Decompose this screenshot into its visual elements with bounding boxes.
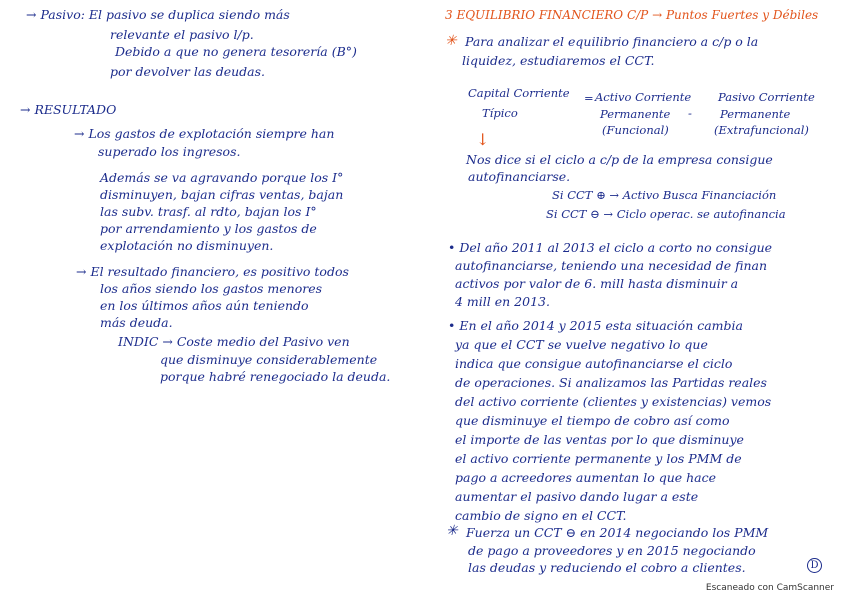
formula-pasivo-extrafuncional: (Extrafuncional)	[714, 123, 809, 137]
nos-dice-line-1: Nos dice si el ciclo a c/p de la empresa consigue	[466, 152, 773, 167]
p3-line-3: las deudas y reduciendo el cobro a clientes.	[468, 560, 746, 575]
formula-tipico: Típico	[482, 106, 518, 120]
formula-activo-corriente: Activo Corriente	[595, 90, 692, 104]
scanner-watermark: Escaneado con CamScanner	[705, 583, 834, 593]
p2-line-7: el importe de las ventas por lo que disminuye	[455, 432, 744, 447]
p1-line-4: 4 mill en 2013.	[455, 294, 550, 309]
formula-pasivo-corriente: Pasivo Corriente	[718, 90, 815, 104]
nos-dice-line-2: autofinanciarse.	[468, 169, 571, 184]
formula-equals: =	[584, 91, 594, 105]
si-cct-positive: Si CCT ⊕ → Activo Busca Financiación	[552, 188, 777, 202]
formula-pasivo-permanente: Permanente	[720, 107, 791, 121]
bullet1-line-3: Además se va agravando porque los I°	[100, 170, 344, 185]
formula-activo-funcional: (Funcional)	[602, 123, 669, 137]
bullet2-line-3: en los últimos años aún teniendo	[100, 298, 309, 313]
bullet2-line-1: → El resultado financiero, es positivo todos	[76, 264, 349, 279]
bullet1-line-2: superado los ingresos.	[98, 144, 241, 159]
p2-line-2: ya que el CCT se vuelve negativo lo que	[455, 337, 708, 352]
indic-line-1: INDIC → Coste medio del Pasivo ven	[118, 334, 350, 349]
bullet1-line-6: por arrendamiento y los gastos de	[100, 221, 317, 236]
formula-capital-corriente: Capital Corriente	[468, 86, 570, 100]
pasivo-line-3: Debido a que no genera tesorería (B°)	[115, 44, 357, 59]
section-title: 3 EQUILIBRIO FINANCIERO C/P → Puntos Fuertes y Débiles	[445, 8, 819, 22]
si-cct-negative: Si CCT ⊖ → Ciclo operac. se autofinancia	[546, 207, 786, 221]
formula-activo-permanente: Permanente	[600, 107, 671, 121]
pasivo-line-4: por devolver las deudas.	[110, 64, 265, 79]
intro-line-2: liquidez, estudiaremos el CCT.	[462, 53, 655, 68]
p1-line-3: activos por valor de 6. mill hasta disminuir a	[455, 276, 739, 291]
bullet2-line-4: más deuda.	[100, 315, 173, 330]
p2-line-8: el activo corriente permanente y los PMM de	[455, 451, 742, 466]
bullet1-line-7: explotación no disminuyen.	[100, 238, 274, 253]
p1-line-2: autofinanciarse, teniendo una necesidad de finan	[455, 258, 768, 273]
indic-line-2: que disminuye considerablemente	[160, 352, 378, 367]
formula-minus: -	[688, 106, 692, 120]
intro-line-1: Para analizar el equilibrio financiero a c/p o la	[465, 34, 759, 49]
pasivo-line-2: relevante el pasivo l/p.	[110, 27, 254, 42]
resultado-heading: → RESULTADO	[20, 102, 117, 117]
pasivo-line-1: → Pasivo: El pasivo se duplica siendo más	[26, 7, 290, 22]
bullet1-line-4: disminuyen, bajan cifras ventas, bajan	[100, 187, 344, 202]
arrow-down-icon: ↓	[476, 130, 490, 149]
p2-line-3: indica que consigue autofinanciarse el ciclo	[455, 356, 733, 371]
star-icon: ✳	[445, 33, 457, 49]
p2-line-9: pago a acreedores aumentan lo que hace	[455, 470, 717, 485]
star-icon-2: ✳	[446, 523, 458, 539]
p2-line-4: de operaciones. Si analizamos las Partidas reales	[455, 375, 767, 390]
bullet1-line-1: → Los gastos de explotación siempre han	[74, 126, 335, 141]
indic-line-3: porque habré renegociado la deuda.	[160, 369, 391, 384]
p3-line-2: de pago a proveedores y en 2015 negociando	[468, 543, 756, 558]
bullet1-line-5: las subv. trasf. al rdto, bajan los I°	[100, 204, 317, 219]
p2-line-1: • En el año 2014 y 2015 esta situación cambia	[448, 318, 743, 333]
bullet2-line-2: los años siendo los gastos menores	[100, 281, 323, 296]
p3-line-1: Fuerza un CCT ⊖ en 2014 negociando los PMM	[466, 525, 769, 540]
p1-line-1: • Del año 2011 al 2013 el ciclo a corto no consigue	[448, 240, 773, 255]
p2-line-10: aumentar el pasivo dando lugar a este	[455, 489, 699, 504]
p2-line-11: cambio de signo en el CCT.	[455, 508, 627, 523]
p2-line-5: del activo corriente (clientes y existencias) vemos	[455, 394, 772, 409]
p2-line-6: que disminuye el tiempo de cobro así como	[455, 413, 730, 428]
circled-d-mark: D	[807, 558, 822, 573]
